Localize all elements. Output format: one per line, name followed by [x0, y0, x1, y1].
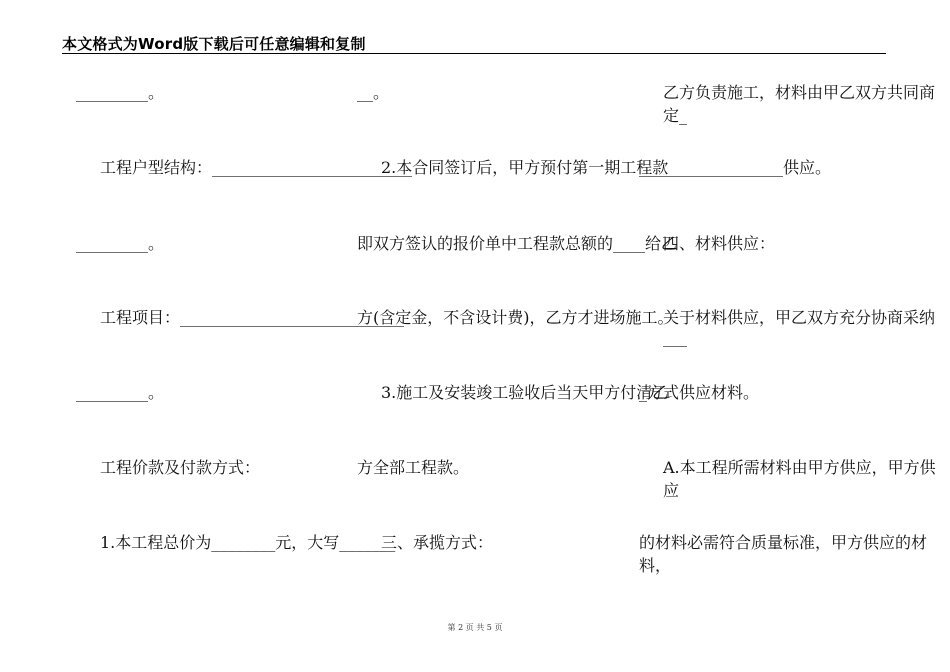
text-line: 工程价款及付款方式： — [100, 458, 261, 477]
text-line: 1.本工程总价为________元，大写_______ — [100, 533, 396, 552]
text-line: 2.本合同签订后，甲方预付第一期工程款 — [381, 158, 669, 177]
header-rule — [62, 53, 886, 54]
text-line: _________。 — [76, 383, 165, 402]
text-line: _________。 — [76, 83, 165, 102]
text-line: A.本工程所需材料由甲方供应，甲方供应 — [663, 458, 936, 500]
page-number: 第 2 页 共 5 页 — [447, 623, 503, 632]
text-line: 方全部工程款。 — [357, 458, 470, 477]
text-line: 的材料必需符合质量标准，甲方供应的材料， — [639, 533, 928, 575]
text-line: 三、承揽方式： — [381, 533, 494, 552]
text-line: __________________供应。 — [639, 158, 832, 177]
text-line: 即双方签认的报价单中工程款总额的____给乙 — [357, 234, 678, 253]
text-line: 工程项目：____________________________ — [100, 308, 405, 327]
text-line: 四、材料供应： — [663, 234, 776, 253]
text-line: 3.施工及安装竣工验收后当天甲方付清乙 — [381, 383, 669, 402]
text-line: 方(含定金，不含设计费)，乙方才进场施工。 — [357, 308, 674, 327]
text-line: 关于材料供应，甲乙双方充分协商采纳___ — [663, 308, 936, 347]
document-header-title: 本文格式为Word版下载后可任意编辑和复制 — [62, 35, 366, 53]
text-line: _方式供应材料。 — [639, 383, 760, 402]
text-line: _________。 — [76, 234, 165, 253]
text-line: 乙方负责施工，材料由甲乙双方共同商定_ — [663, 83, 936, 125]
text-line: 工程户型结构：_________________________ — [100, 158, 413, 177]
text-line: __。 — [357, 83, 390, 102]
